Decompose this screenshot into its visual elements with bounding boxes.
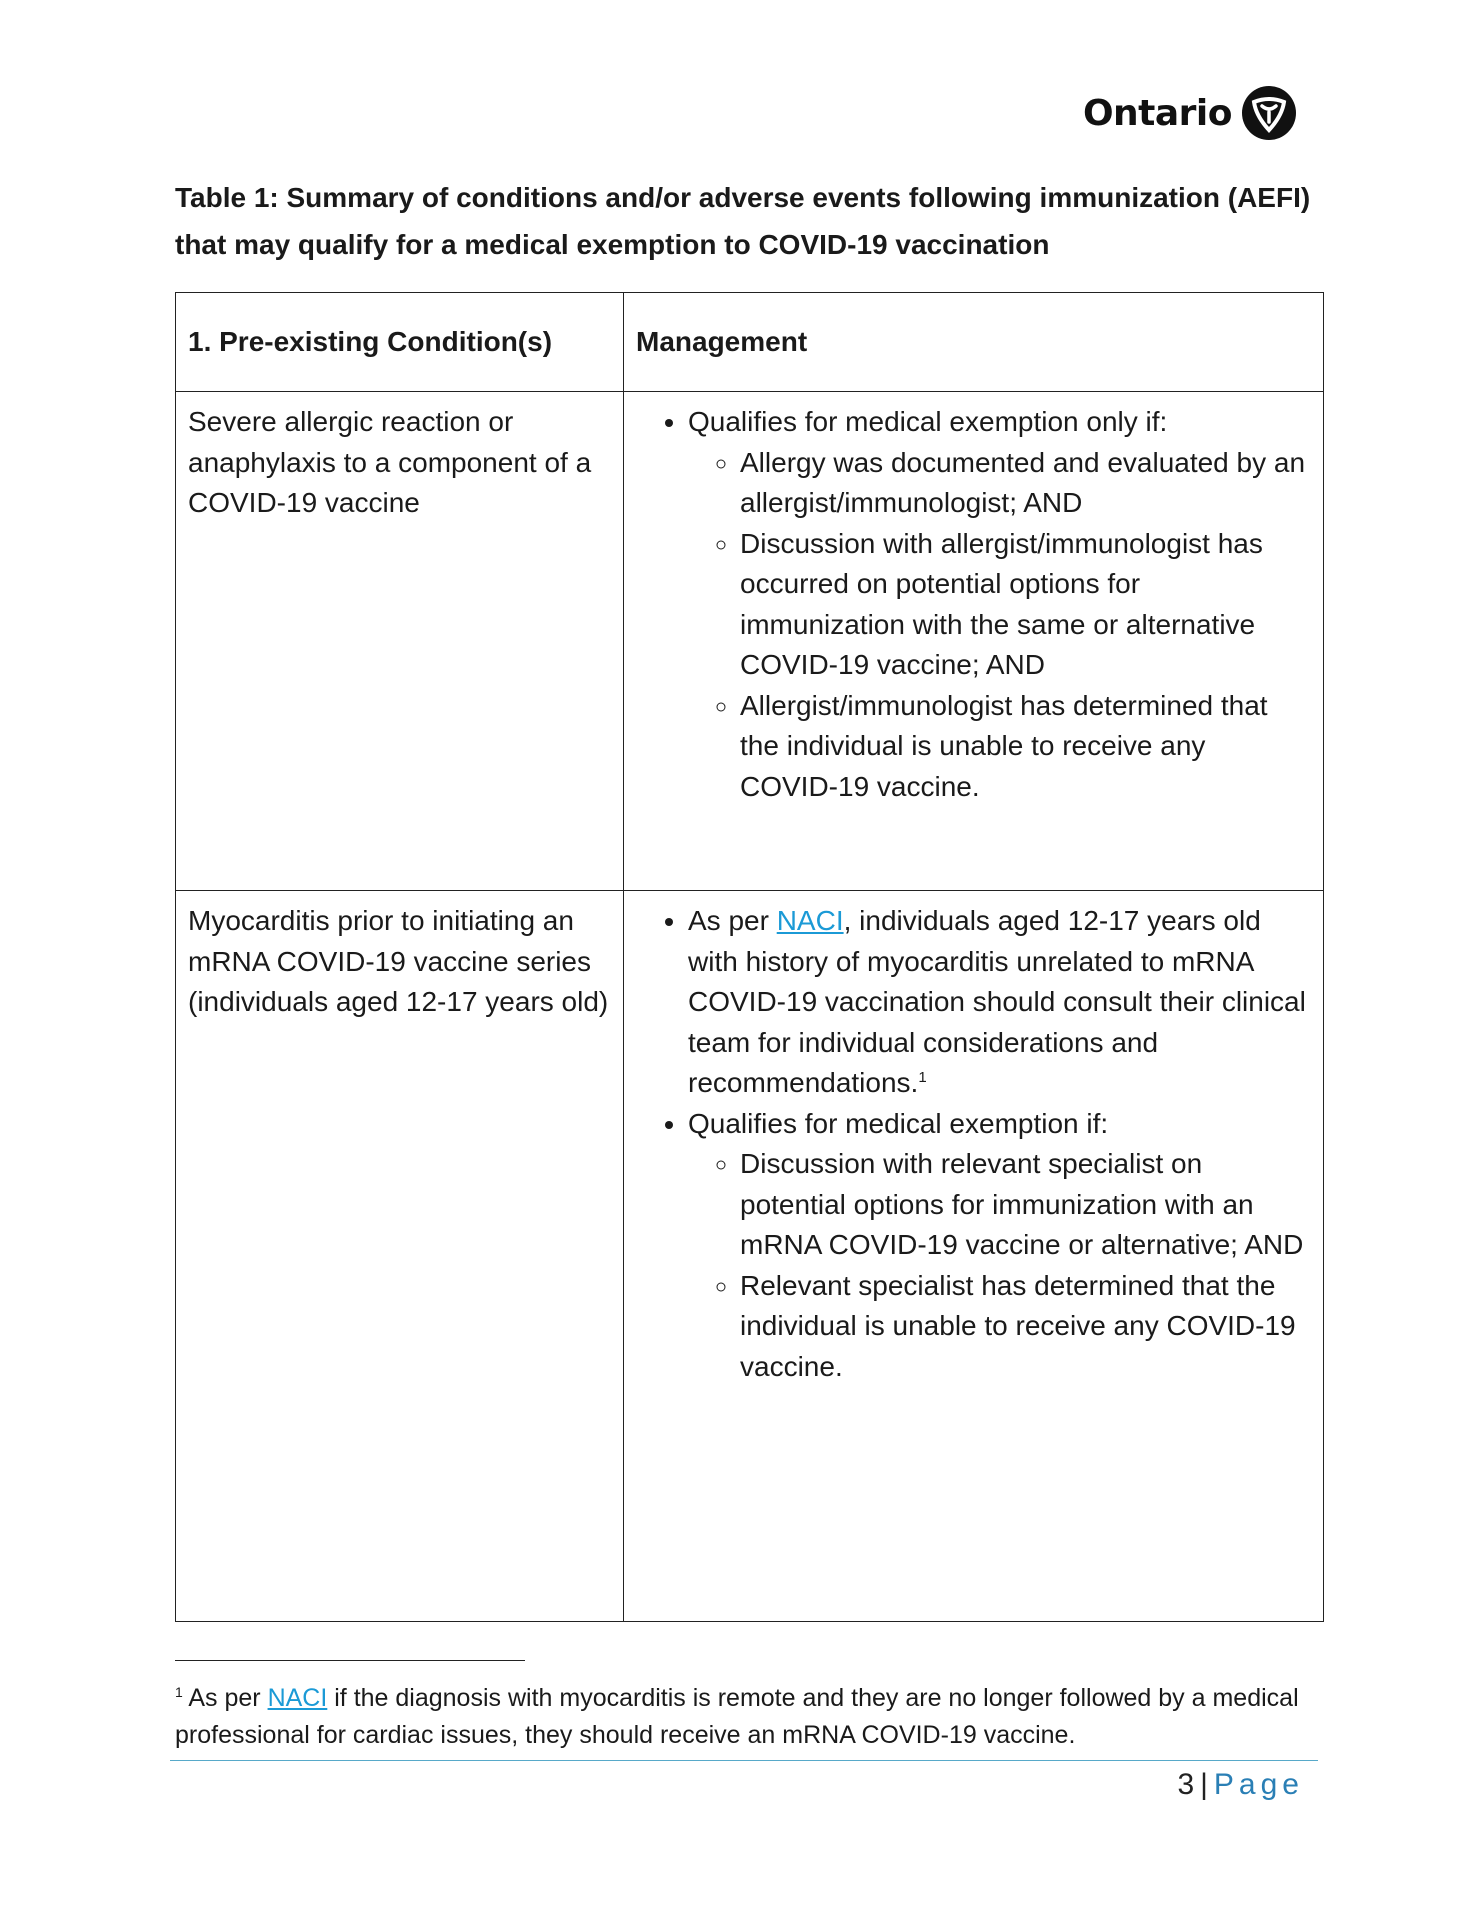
sub-list — [688, 443, 1311, 808]
condition-cell: Severe allergic reaction or anaphylaxis to a component of a COVID-19 vaccine — [176, 392, 624, 891]
sub-list-item: ◦ Discussion with allergist/immunologist has occurred on potential options for immunization with the same or alternative COVID-19 vaccine; AND — [740, 524, 1311, 686]
table-caption: Table 1: Summary of conditions and/or adverse events following immunization (AEFI) that may qualify for a medical exemption to COVID-19 vaccination — [175, 182, 1311, 260]
footnote-text: if the diagnosis with myocarditis is remote and they are no longer followed by a medical professional for cardiac issues, they should receive an mRNA COVID-19 vaccine. — [175, 1684, 1299, 1749]
ontario-logo — [1083, 86, 1296, 140]
management-list — [636, 402, 1311, 807]
sub-list-item: ◦ Relevant specialist has determined that the individual is unable to receive any COVID-19 vaccine. — [740, 1266, 1311, 1388]
management-cell — [624, 891, 1324, 1622]
condition-cell: Myocarditis prior to initiating an mRNA COVID-19 vaccine series (individuals aged 12-17 years old) — [176, 891, 624, 1622]
footer-divider — [170, 1760, 1318, 1761]
footnote-naci-link[interactable]: NACI — [267, 1684, 328, 1712]
table-row — [176, 392, 1324, 891]
page-label: Page — [1213, 1768, 1304, 1801]
page-separator: | — [1200, 1768, 1208, 1801]
page-number — [1177, 1768, 1304, 1802]
logo-wordmark: Ontario — [1082, 92, 1232, 134]
management-list — [636, 901, 1311, 1387]
footnote-ref[interactable]: 1 — [918, 1069, 927, 1086]
header-condition: 1. Pre-existing Condition(s) — [176, 293, 624, 392]
footnote — [175, 1680, 1315, 1754]
bullet-text: , individuals aged 12-17 years old with history of myocarditis unrelated to mRNA COVID-19 vaccination should consult their clinical team for individual considerations and recommendations. — [688, 905, 1306, 1098]
sub-list — [688, 1144, 1311, 1387]
table-row — [176, 891, 1324, 1622]
page-number-value: 3 — [1177, 1768, 1195, 1801]
sub-list-item: ◦ Discussion with relevant specialist on potential options for immunization with an mRNA COVID-19 vaccine or alternative; AND — [740, 1144, 1311, 1266]
naci-link[interactable]: NACI — [776, 905, 844, 936]
list-item — [688, 402, 1311, 807]
header-management: Management — [624, 293, 1324, 392]
list-item — [688, 1104, 1311, 1388]
sub-list-item: ◦ Allergy was documented and evaluated by an allergist/immunologist; AND — [740, 443, 1311, 524]
footnote-prefix: As per — [182, 1684, 268, 1712]
exemption-table — [175, 292, 1324, 1622]
table-header-row — [176, 293, 1324, 392]
bullet-text: Qualifies for medical exemption only if: — [688, 406, 1168, 437]
footnote-marker: 1 — [175, 1684, 183, 1700]
management-cell — [624, 392, 1324, 891]
footnote-divider — [175, 1660, 525, 1661]
ontario-trillium-icon — [1242, 86, 1296, 140]
bullet-text: Qualifies for medical exemption if: — [688, 1107, 1109, 1139]
sub-list-item: ◦ Allergist/immunologist has determined that the individual is unable to receive any COVID-19 vaccine. — [740, 686, 1311, 808]
bullet-prefix: As per — [688, 905, 777, 936]
list-item — [688, 901, 1311, 1104]
